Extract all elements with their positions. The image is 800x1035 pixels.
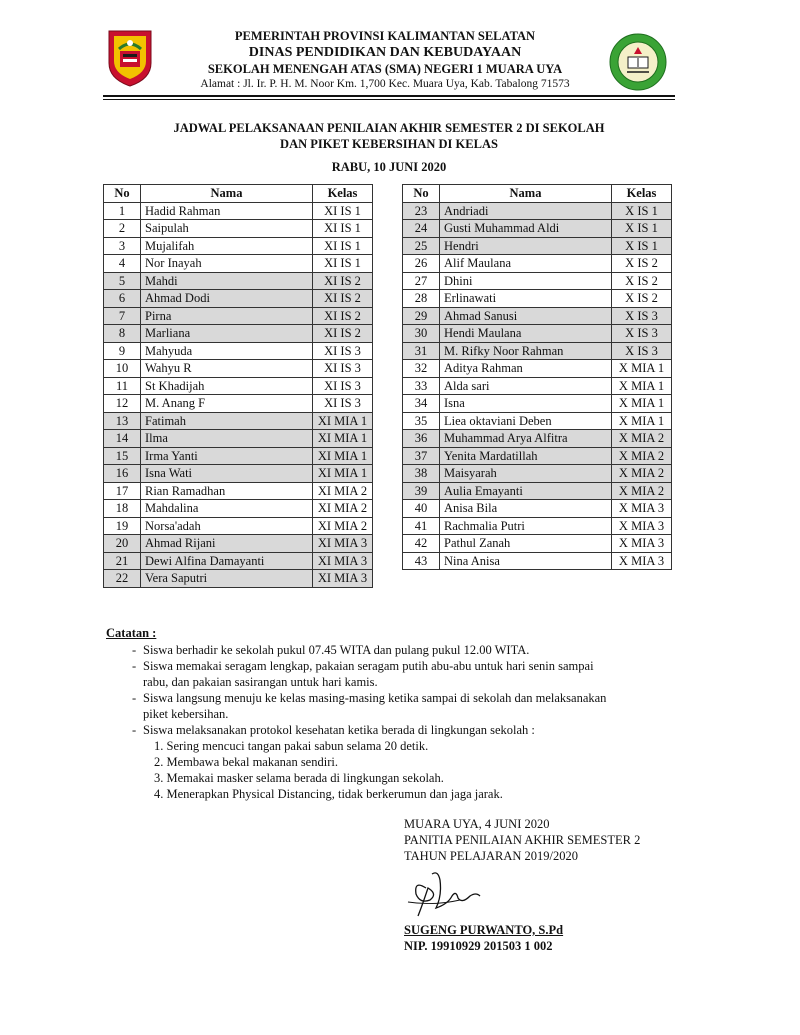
cell-kelas: X IS 2 — [612, 272, 672, 290]
cell-nama: Vera Saputri — [141, 570, 313, 588]
table-row — [104, 220, 373, 238]
cell-nama: Rian Ramadhan — [141, 482, 313, 500]
cell-kelas: XI MIA 1 — [313, 412, 373, 430]
cell-no: 23 — [403, 202, 440, 220]
table-row — [403, 465, 672, 483]
cell-nama: Aditya Rahman — [440, 360, 612, 378]
signatory-nip: NIP. 19910929 201503 1 002 — [404, 939, 553, 953]
table-row — [104, 237, 373, 255]
cell-no: 33 — [403, 377, 440, 395]
cell-no: 18 — [104, 500, 141, 518]
exam-date: RABU, 10 JUNI 2020 — [331, 160, 447, 174]
cell-no: 9 — [104, 342, 141, 360]
cell-nama: Anisa Bila — [440, 500, 612, 518]
cell-no: 37 — [403, 447, 440, 465]
table-row — [403, 395, 672, 413]
cell-nama: St Khadijah — [141, 377, 313, 395]
cell-kelas: XI IS 1 — [313, 202, 373, 220]
table-row — [403, 255, 672, 273]
table-row — [104, 272, 373, 290]
note-item — [132, 690, 676, 722]
table-row — [104, 412, 373, 430]
note-line: Siswa langsung menuju ke kelas masing-masing ketika sampai di sekolah dan melaksanakan — [143, 691, 607, 705]
notes-list — [106, 642, 676, 738]
notes-section — [106, 625, 676, 802]
cell-kelas: X IS 3 — [612, 307, 672, 325]
cell-kelas: X MIA 2 — [612, 430, 672, 448]
cell-no: 4 — [104, 255, 141, 273]
cell-nama: Yenita Mardatillah — [440, 447, 612, 465]
table-row — [104, 552, 373, 570]
cell-no: 40 — [403, 500, 440, 518]
cell-nama: Irma Yanti — [141, 447, 313, 465]
cell-kelas: X MIA 1 — [612, 395, 672, 413]
cell-no: 20 — [104, 535, 141, 553]
cell-no: 38 — [403, 465, 440, 483]
protocol-item: 1. Sering mencuci tangan pakai sabun selama 20 detik. — [154, 739, 429, 753]
header-no: No — [403, 185, 440, 203]
table-row — [403, 447, 672, 465]
schedule-table-left — [103, 184, 373, 588]
schedule-table-right — [402, 184, 672, 570]
cell-nama: Saipulah — [141, 220, 313, 238]
cell-no: 22 — [104, 570, 141, 588]
cell-no: 11 — [104, 377, 141, 395]
cell-kelas: X MIA 1 — [612, 377, 672, 395]
cell-kelas: X IS 2 — [612, 255, 672, 273]
document-title — [103, 120, 675, 152]
cell-no: 36 — [403, 430, 440, 448]
note-line: Siswa melaksanakan protokol kesehatan ketika berada di lingkungan sekolah : — [143, 723, 535, 737]
cell-kelas: XI MIA 1 — [313, 430, 373, 448]
table-row — [403, 552, 672, 570]
cell-kelas: XI MIA 3 — [313, 535, 373, 553]
handwritten-signature-icon — [404, 866, 504, 922]
cell-nama: Wahyu R — [141, 360, 313, 378]
cell-no: 35 — [403, 412, 440, 430]
cell-nama: Maisyarah — [440, 465, 612, 483]
cell-no: 10 — [104, 360, 141, 378]
cell-nama: Dhini — [440, 272, 612, 290]
cell-nama: Ilma — [141, 430, 313, 448]
cell-no: 21 — [104, 552, 141, 570]
table-row — [403, 290, 672, 308]
table-row — [104, 307, 373, 325]
cell-nama: Dewi Alfina Damayanti — [141, 552, 313, 570]
cell-kelas: XI MIA 3 — [313, 552, 373, 570]
protocol-item: 3. Memakai masker selama berada di lingkungan sekolah. — [154, 771, 444, 785]
table-row — [104, 465, 373, 483]
cell-no: 32 — [403, 360, 440, 378]
cell-kelas: XI IS 2 — [313, 290, 373, 308]
table-row — [104, 430, 373, 448]
table-row — [104, 360, 373, 378]
cell-no: 31 — [403, 342, 440, 360]
signature-block — [404, 816, 684, 864]
cell-nama: Pathul Zanah — [440, 535, 612, 553]
cell-kelas: XI MIA 2 — [313, 517, 373, 535]
cell-no: 26 — [403, 255, 440, 273]
table-row — [403, 377, 672, 395]
cell-nama: Mahdi — [141, 272, 313, 290]
letterhead-department: DINAS PENDIDIKAN DAN KEBUDAYAAN — [248, 45, 522, 60]
cell-nama: Isna Wati — [141, 465, 313, 483]
cell-kelas: XI IS 2 — [313, 272, 373, 290]
table-row — [403, 220, 672, 238]
cell-kelas: X MIA 1 — [612, 360, 672, 378]
table-row — [104, 500, 373, 518]
cell-kelas: XI MIA 1 — [313, 465, 373, 483]
cell-nama: Hendi Maulana — [440, 325, 612, 343]
table-row — [403, 517, 672, 535]
table-row — [403, 412, 672, 430]
cell-no: 39 — [403, 482, 440, 500]
header-nama: Nama — [141, 185, 313, 203]
bullet-dash: - — [132, 643, 137, 657]
cell-kelas: X IS 1 — [612, 220, 672, 238]
cell-nama: Nina Anisa — [440, 552, 612, 570]
letterhead — [170, 28, 600, 92]
letterhead-divider-thin — [103, 99, 675, 100]
cell-no: 15 — [104, 447, 141, 465]
cell-nama: Rachmalia Putri — [440, 517, 612, 535]
table-row — [104, 255, 373, 273]
bullet-dash: - — [132, 723, 137, 737]
letterhead-province: PEMERINTAH PROVINSI KALIMANTAN SELATAN — [234, 29, 536, 43]
notes-heading: Catatan : — [106, 626, 157, 640]
note-line: Siswa memakai seragam lengkap, pakaian seragam putih abu-abu untuk hari senin sampai — [143, 659, 594, 673]
cell-kelas: X IS 1 — [612, 202, 672, 220]
cell-nama: Mahyuda — [141, 342, 313, 360]
province-coat-of-arms-icon — [106, 29, 154, 87]
cell-nama: Pirna — [141, 307, 313, 325]
cell-kelas: X MIA 2 — [612, 465, 672, 483]
table-row — [403, 342, 672, 360]
health-protocol-list — [106, 738, 676, 802]
note-line: piket kebersihan. — [143, 707, 229, 721]
letterhead-divider — [103, 95, 675, 97]
cell-nama: Erlinawati — [440, 290, 612, 308]
cell-kelas: X MIA 2 — [612, 447, 672, 465]
bullet-dash: - — [132, 691, 137, 705]
cell-kelas: XI IS 3 — [313, 395, 373, 413]
note-item — [132, 658, 676, 690]
cell-kelas: XI IS 3 — [313, 377, 373, 395]
note-item — [132, 642, 676, 658]
table-row — [104, 395, 373, 413]
table-row — [403, 500, 672, 518]
cell-nama: Marliana — [141, 325, 313, 343]
cell-kelas: XI MIA 1 — [313, 447, 373, 465]
letterhead-address: Alamat : Jl. Ir. P. H. M. Noor Km. 1,700 Kec. Muara Uya, Kab. Tabalong 71573 — [200, 78, 570, 90]
header-no: No — [104, 185, 141, 203]
table-row — [104, 535, 373, 553]
cell-nama: M. Rifky Noor Rahman — [440, 342, 612, 360]
cell-nama: Hadid Rahman — [141, 202, 313, 220]
cell-nama: Andriadi — [440, 202, 612, 220]
cell-kelas: X MIA 3 — [612, 517, 672, 535]
cell-nama: Ahmad Dodi — [141, 290, 313, 308]
cell-nama: Muhammad Arya Alfitra — [440, 430, 612, 448]
title-line-2: DAN PIKET KEBERSIHAN DI KELAS — [280, 137, 498, 151]
bullet-dash: - — [132, 659, 137, 673]
table-row — [104, 447, 373, 465]
cell-no: 24 — [403, 220, 440, 238]
title-line-1: JADWAL PELAKSANAAN PENILAIAN AKHIR SEMESTER 2 DI SEKOLAH — [173, 121, 605, 135]
cell-no: 27 — [403, 272, 440, 290]
signatory-name: SUGENG PURWANTO, S.Pd — [404, 923, 564, 937]
table-row — [403, 535, 672, 553]
cell-kelas: XI MIA 3 — [313, 570, 373, 588]
cell-no: 25 — [403, 237, 440, 255]
cell-kelas: XI IS 1 — [313, 237, 373, 255]
table-header-row — [403, 185, 672, 203]
cell-no: 7 — [104, 307, 141, 325]
table-row — [403, 237, 672, 255]
cell-nama: Mahdalina — [141, 500, 313, 518]
table-row — [104, 202, 373, 220]
cell-no: 30 — [403, 325, 440, 343]
table-row — [104, 482, 373, 500]
table-row — [104, 570, 373, 588]
cell-no: 14 — [104, 430, 141, 448]
table-row — [403, 202, 672, 220]
cell-kelas: X MIA 3 — [612, 535, 672, 553]
cell-kelas: XI MIA 2 — [313, 482, 373, 500]
table-row — [403, 307, 672, 325]
cell-kelas: X MIA 3 — [612, 552, 672, 570]
cell-kelas: XI MIA 2 — [313, 500, 373, 518]
cell-kelas: X MIA 2 — [612, 482, 672, 500]
cell-no: 17 — [104, 482, 141, 500]
cell-nama: Liea oktaviani Deben — [440, 412, 612, 430]
cell-no: 43 — [403, 552, 440, 570]
cell-nama: Isna — [440, 395, 612, 413]
note-line: Siswa berhadir ke sekolah pukul 07.45 WITA dan pulang pukul 12.00 WITA. — [143, 643, 530, 657]
cell-nama: Aulia Emayanti — [440, 482, 612, 500]
table-row — [104, 342, 373, 360]
cell-kelas: X MIA 1 — [612, 412, 672, 430]
cell-nama: Nor Inayah — [141, 255, 313, 273]
cell-no: 5 — [104, 272, 141, 290]
header-kelas: Kelas — [313, 185, 373, 203]
table-row — [104, 325, 373, 343]
table-row — [403, 430, 672, 448]
header-kelas: Kelas — [612, 185, 672, 203]
cell-kelas: XI IS 1 — [313, 220, 373, 238]
cell-kelas: X IS 3 — [612, 325, 672, 343]
sign-committee: PANITIA PENILAIAN AKHIR SEMESTER 2 — [404, 833, 641, 847]
cell-no: 19 — [104, 517, 141, 535]
table-row — [403, 272, 672, 290]
table-row — [403, 360, 672, 378]
cell-kelas: XI IS 3 — [313, 360, 373, 378]
cell-nama: Ahmad Rijani — [141, 535, 313, 553]
cell-kelas: XI IS 3 — [313, 342, 373, 360]
sign-place-date: MUARA UYA, 4 JUNI 2020 — [404, 817, 550, 831]
cell-no: 12 — [104, 395, 141, 413]
note-line: rabu, dan pakaian sasirangan untuk hari kamis. — [143, 675, 378, 689]
cell-kelas: XI IS 2 — [313, 307, 373, 325]
letterhead-school: SEKOLAH MENENGAH ATAS (SMA) NEGERI 1 MUARA UYA — [207, 62, 563, 76]
cell-kelas: X IS 1 — [612, 237, 672, 255]
cell-no: 28 — [403, 290, 440, 308]
cell-no: 1 — [104, 202, 141, 220]
cell-kelas: X IS 2 — [612, 290, 672, 308]
cell-nama: Mujalifah — [141, 237, 313, 255]
cell-kelas: XI IS 2 — [313, 325, 373, 343]
cell-no: 34 — [403, 395, 440, 413]
sign-year: TAHUN PELAJARAN 2019/2020 — [404, 849, 578, 863]
cell-nama: Hendri — [440, 237, 612, 255]
table-row — [104, 290, 373, 308]
cell-nama: Ahmad Sanusi — [440, 307, 612, 325]
cell-no: 3 — [104, 237, 141, 255]
cell-no: 6 — [104, 290, 141, 308]
header-nama: Nama — [440, 185, 612, 203]
table-row — [104, 377, 373, 395]
cell-kelas: X MIA 3 — [612, 500, 672, 518]
note-item — [132, 722, 676, 738]
protocol-item: 2. Membawa bekal makanan sendiri. — [154, 755, 338, 769]
table-row — [104, 517, 373, 535]
cell-no: 2 — [104, 220, 141, 238]
cell-nama: Gusti Muhammad Aldi — [440, 220, 612, 238]
protocol-item: 4. Menerapkan Physical Distancing, tidak berkerumun dan jaga jarak. — [154, 787, 503, 801]
cell-nama: Alif Maulana — [440, 255, 612, 273]
cell-kelas: XI IS 1 — [313, 255, 373, 273]
table-header-row — [104, 185, 373, 203]
cell-no: 29 — [403, 307, 440, 325]
cell-no: 13 — [104, 412, 141, 430]
cell-nama: Norsa'adah — [141, 517, 313, 535]
cell-nama: Alda sari — [440, 377, 612, 395]
table-row — [403, 482, 672, 500]
cell-no: 41 — [403, 517, 440, 535]
school-badge-icon — [609, 33, 667, 91]
cell-nama: Fatimah — [141, 412, 313, 430]
cell-no: 42 — [403, 535, 440, 553]
cell-no: 16 — [104, 465, 141, 483]
cell-nama: M. Anang F — [141, 395, 313, 413]
cell-no: 8 — [104, 325, 141, 343]
cell-kelas: X IS 3 — [612, 342, 672, 360]
table-row — [403, 325, 672, 343]
